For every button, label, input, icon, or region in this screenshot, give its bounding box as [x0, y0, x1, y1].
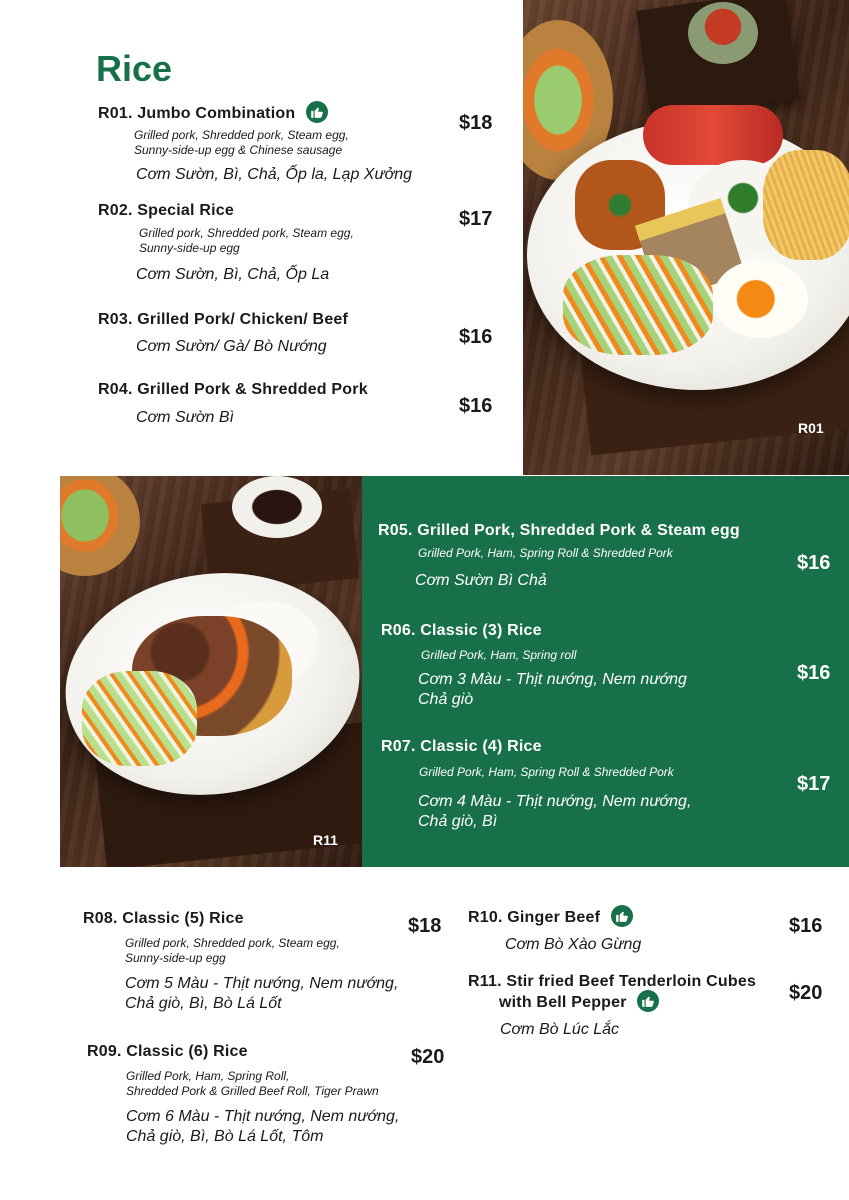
salad-basket [60, 476, 140, 576]
item-name: R04. Grilled Pork & Shredded Pork [98, 381, 368, 398]
item-name-line: with Bell Pepper [499, 994, 627, 1012]
description-line: Sunny-side-up egg [139, 241, 240, 255]
item-name: R05. Grilled Pork, Shredded Pork & Steam egg [378, 522, 740, 539]
item-name: R11. Stir fried Beef Tenderloin Cubes [468, 973, 757, 990]
dish-photo-r01 [523, 0, 849, 475]
item-name: R09. Classic (6) Rice [87, 1043, 248, 1060]
item-price: $16 [459, 395, 493, 417]
description-line: Grilled Pork, Ham, Spring Roll, [126, 1069, 290, 1083]
page-title: Rice [96, 48, 173, 89]
item-description [125, 936, 340, 966]
item-name: R08. Classic (5) Rice [83, 910, 244, 927]
vietnamese-line: Cơm Sườn Bì Chả [415, 572, 547, 589]
item-price: $16 [789, 915, 823, 937]
item-vietnamese-name: Cơm Bò Xào Gừng [505, 936, 642, 953]
item-price: $17 [459, 208, 493, 230]
description-line: Sunny-side-up egg & Chinese sausage [134, 143, 343, 157]
item-vietnamese-name: Cơm Sườn/ Gà/ Bò Nướng [136, 338, 327, 355]
photo-label: R11 [313, 832, 338, 848]
vietnamese-line: Chả giò, Bì, Bò Lá Lốt [125, 995, 282, 1012]
item-vietnamese-name: Cơm Sườn, Bì, Chả, Ốp la, Lạp Xưởng [136, 166, 413, 183]
description-line: Grilled pork, Shredded pork, Steam egg, [134, 128, 349, 142]
item-name: R07. Classic (4) Rice [381, 738, 542, 755]
item-price: $16 [797, 662, 831, 684]
item-vietnamese-name [418, 670, 687, 710]
item-price: $18 [459, 112, 493, 134]
salad [82, 671, 197, 766]
description-line: Sunny-side-up egg [125, 951, 226, 965]
item-vietnamese-name [415, 571, 547, 591]
item-name: R06. Classic (3) Rice [381, 622, 542, 639]
vietnamese-line: Cơm 4 Màu - Thịt nướng, Nem nướng, [418, 793, 692, 810]
vietnamese-line: Chả giò [418, 691, 474, 708]
item-description [139, 226, 354, 256]
item-description: Grilled Pork, Ham, Spring roll [421, 648, 577, 662]
item-price: $17 [797, 773, 831, 795]
featured-panel [362, 476, 849, 867]
item-name: R02. Special Rice [98, 202, 234, 219]
item-name: R01. Jumbo Combination [98, 105, 296, 123]
item-description [134, 128, 349, 158]
item-description [126, 1069, 379, 1099]
vietnamese-line: Cơm 6 Màu - Thịt nướng, Nem nướng, [126, 1108, 400, 1125]
vietnamese-line: Chả giò, Bì, Bò Lá Lốt, Tôm [126, 1128, 324, 1145]
item-vietnamese-name: Cơm Bò Lúc Lắc [500, 1021, 620, 1038]
vietnamese-line: Cơm 3 Màu - Thịt nướng, Nem nướng [418, 671, 687, 688]
item-vietnamese-name: Cơm Sườn Bì [136, 409, 234, 426]
item-price: $20 [411, 1046, 445, 1068]
thumbs-up-icon [306, 101, 328, 123]
item-price: $16 [459, 326, 493, 348]
dish-photo-r11 [60, 476, 362, 867]
vietnamese-line: Chả giò, Bì [418, 813, 498, 830]
item-vietnamese-name [126, 1107, 399, 1147]
item-price: $20 [789, 982, 823, 1004]
pickled-vegetables [563, 255, 713, 355]
description-line: Shredded Pork & Grilled Beef Roll, Tiger Prawn [126, 1084, 379, 1098]
thumbs-up-icon [637, 990, 659, 1012]
item-name: R03. Grilled Pork/ Chicken/ Beef [98, 311, 349, 328]
item-price: $18 [408, 915, 442, 937]
item-name: R10. Ginger Beef [468, 909, 601, 927]
item-price: $16 [797, 552, 831, 574]
chinese-sausage [643, 105, 783, 165]
sauce-bowl [232, 476, 322, 538]
item-vietnamese-name: Cơm Sườn, Bì, Chả, Ốp La [136, 266, 330, 283]
photo-label: R01 [798, 420, 824, 436]
menu-item-r01 [98, 103, 328, 125]
menu-item-r10 [468, 907, 633, 929]
item-vietnamese-name [418, 792, 691, 832]
item-description: Grilled Pork, Ham, Spring Roll & Shredded Pork [419, 765, 674, 779]
description-line: Grilled pork, Shredded pork, Steam egg, [125, 936, 340, 950]
description-line: Grilled pork, Shredded pork, Steam egg, [139, 226, 354, 240]
item-vietnamese-name [125, 974, 398, 1014]
sauce-bowl [688, 2, 758, 64]
menu-item-r11-line2 [499, 992, 659, 1014]
item-description: Grilled Pork, Ham, Spring Roll & Shredded Pork [418, 546, 673, 560]
shredded-pork [763, 150, 849, 260]
thumbs-up-icon [611, 905, 633, 927]
vietnamese-line: Cơm 5 Màu - Thịt nướng, Nem nướng, [125, 975, 399, 992]
fried-egg [713, 260, 808, 338]
